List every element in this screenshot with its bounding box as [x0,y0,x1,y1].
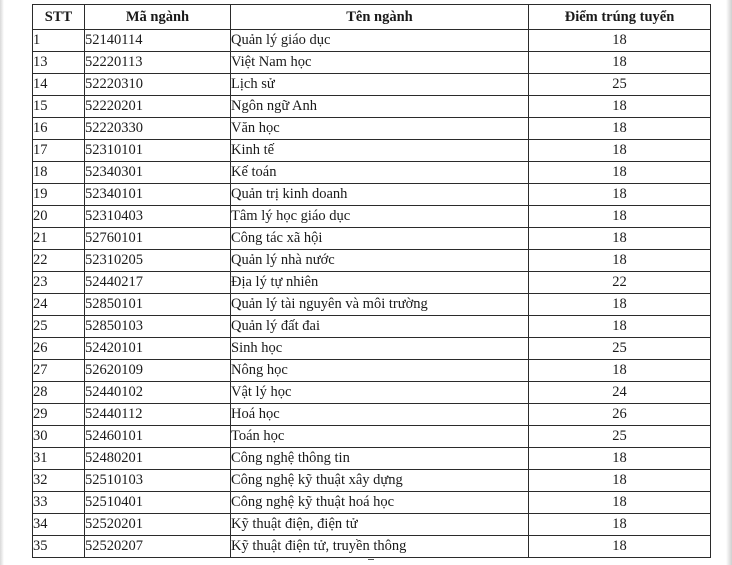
header-admission-score: Điểm trúng tuyển [529,5,711,30]
table-header [33,5,711,30]
cell-major-code: 52220113 [85,52,231,74]
cell-major-name: Công nghệ kỹ thuật hoá học [231,492,529,514]
cell-major-name: Sinh học [231,338,529,360]
cell-stt: 21 [33,228,85,250]
cell-major-name: Tâm lý học giáo dục [231,206,529,228]
cell-admission-score: 25 [529,426,711,448]
table-row [33,316,711,338]
cell-stt: 16 [33,118,85,140]
table-row [33,470,711,492]
cell-major-name: Kỹ thuật điện tử, truyền thông [231,536,529,558]
cell-major-code: 52310205 [85,250,231,272]
cell-admission-score: 18 [529,162,711,184]
cell-major-name: Nông học [231,360,529,382]
scan-edge-right [726,0,732,565]
cell-stt: 33 [33,492,85,514]
cell-admission-score: 18 [529,492,711,514]
cell-major-name: Quản lý nhà nước [231,250,529,272]
cell-stt: 34 [33,514,85,536]
header-row [33,5,711,30]
table-row [33,206,711,228]
cell-stt: 15 [33,96,85,118]
cell-admission-score: 26 [529,404,711,426]
cell-admission-score: 18 [529,470,711,492]
cell-stt: 26 [33,338,85,360]
cell-major-code: 52510103 [85,470,231,492]
table-row [33,294,711,316]
cell-major-name: Ngôn ngữ Anh [231,96,529,118]
cell-stt: 32 [33,470,85,492]
table-row [33,74,711,96]
cell-admission-score: 18 [529,250,711,272]
cell-admission-score: 24 [529,382,711,404]
cell-admission-score: 18 [529,140,711,162]
cell-major-name: Quản trị kinh doanh [231,184,529,206]
cell-admission-score: 25 [529,338,711,360]
table-row [33,250,711,272]
cell-admission-score: 18 [529,206,711,228]
header-major-code: Mã ngành [85,5,231,30]
table-row [33,338,711,360]
table-row [33,52,711,74]
table-row [33,536,711,558]
cell-major-code: 52310101 [85,140,231,162]
table-row [33,30,711,52]
table-row [33,228,711,250]
cell-stt: 19 [33,184,85,206]
header-major-name: Tên ngành [231,5,529,30]
cell-major-code: 52520201 [85,514,231,536]
cell-stt: 1 [33,30,85,52]
cell-major-code: 52340101 [85,184,231,206]
cell-major-name: Công nghệ thông tin [231,448,529,470]
table-row [33,404,711,426]
cell-major-code: 52850101 [85,294,231,316]
table-row [33,272,711,294]
cell-major-code: 52140114 [85,30,231,52]
cell-major-code: 52310403 [85,206,231,228]
cell-major-code: 52340301 [85,162,231,184]
cell-major-name: Việt Nam học [231,52,529,74]
cell-major-code: 52480201 [85,448,231,470]
cell-stt: 14 [33,74,85,96]
cell-major-name: Kinh tế [231,140,529,162]
cell-admission-score: 25 [529,74,711,96]
cell-major-name: Hoá học [231,404,529,426]
cell-major-name: Địa lý tự nhiên [231,272,529,294]
cell-major-name: Văn học [231,118,529,140]
scan-edge-left [0,0,4,565]
cell-admission-score: 18 [529,96,711,118]
table-row [33,184,711,206]
admission-score-table [32,4,711,558]
table-row [33,492,711,514]
cell-stt: 25 [33,316,85,338]
cell-major-name: Quản lý đất đai [231,316,529,338]
header-stt: STT [33,5,85,30]
cell-major-code: 52620109 [85,360,231,382]
cell-admission-score: 18 [529,536,711,558]
cell-admission-score: 18 [529,118,711,140]
table-row [33,118,711,140]
cell-major-code: 52460101 [85,426,231,448]
cell-stt: 27 [33,360,85,382]
cell-stt: 20 [33,206,85,228]
cell-major-name: Lịch sử [231,74,529,96]
cell-stt: 18 [33,162,85,184]
cell-stt: 28 [33,382,85,404]
table-row [33,448,711,470]
cell-admission-score: 18 [529,448,711,470]
cell-major-code: 52440112 [85,404,231,426]
cell-stt: 13 [33,52,85,74]
cell-major-code: 52220330 [85,118,231,140]
table-row [33,426,711,448]
cell-stt: 24 [33,294,85,316]
cell-major-code: 52440217 [85,272,231,294]
cell-major-name: Kỹ thuật điện, điện tử [231,514,529,536]
cell-major-code: 52850103 [85,316,231,338]
table-row [33,162,711,184]
cell-stt: 31 [33,448,85,470]
cell-major-name: Quản lý tài nguyên và môi trường [231,294,529,316]
cell-stt: 22 [33,250,85,272]
page-number-mark [368,559,374,564]
table-row [33,382,711,404]
cell-admission-score: 18 [529,514,711,536]
cell-major-code: 52510401 [85,492,231,514]
cell-stt: 17 [33,140,85,162]
cell-major-code: 52440102 [85,382,231,404]
cell-major-code: 52220201 [85,96,231,118]
table-row [33,140,711,162]
cell-major-name: Công nghệ kỹ thuật xây dựng [231,470,529,492]
cell-admission-score: 18 [529,294,711,316]
cell-stt: 23 [33,272,85,294]
cell-stt: 30 [33,426,85,448]
cell-admission-score: 22 [529,272,711,294]
cell-major-name: Vật lý học [231,382,529,404]
table-row [33,96,711,118]
cell-major-code: 52220310 [85,74,231,96]
cell-admission-score: 18 [529,52,711,74]
table-body [33,30,711,558]
cell-major-name: Kế toán [231,162,529,184]
table-row [33,514,711,536]
cell-stt: 35 [33,536,85,558]
cell-major-name: Toán học [231,426,529,448]
cell-major-code: 52420101 [85,338,231,360]
cell-stt: 29 [33,404,85,426]
cell-admission-score: 18 [529,360,711,382]
cell-admission-score: 18 [529,30,711,52]
cell-major-code: 52520207 [85,536,231,558]
cell-major-code: 52760101 [85,228,231,250]
cell-major-name: Quản lý giáo dục [231,30,529,52]
cell-admission-score: 18 [529,184,711,206]
cell-admission-score: 18 [529,316,711,338]
table-row [33,360,711,382]
cell-major-name: Công tác xã hội [231,228,529,250]
cell-admission-score: 18 [529,228,711,250]
